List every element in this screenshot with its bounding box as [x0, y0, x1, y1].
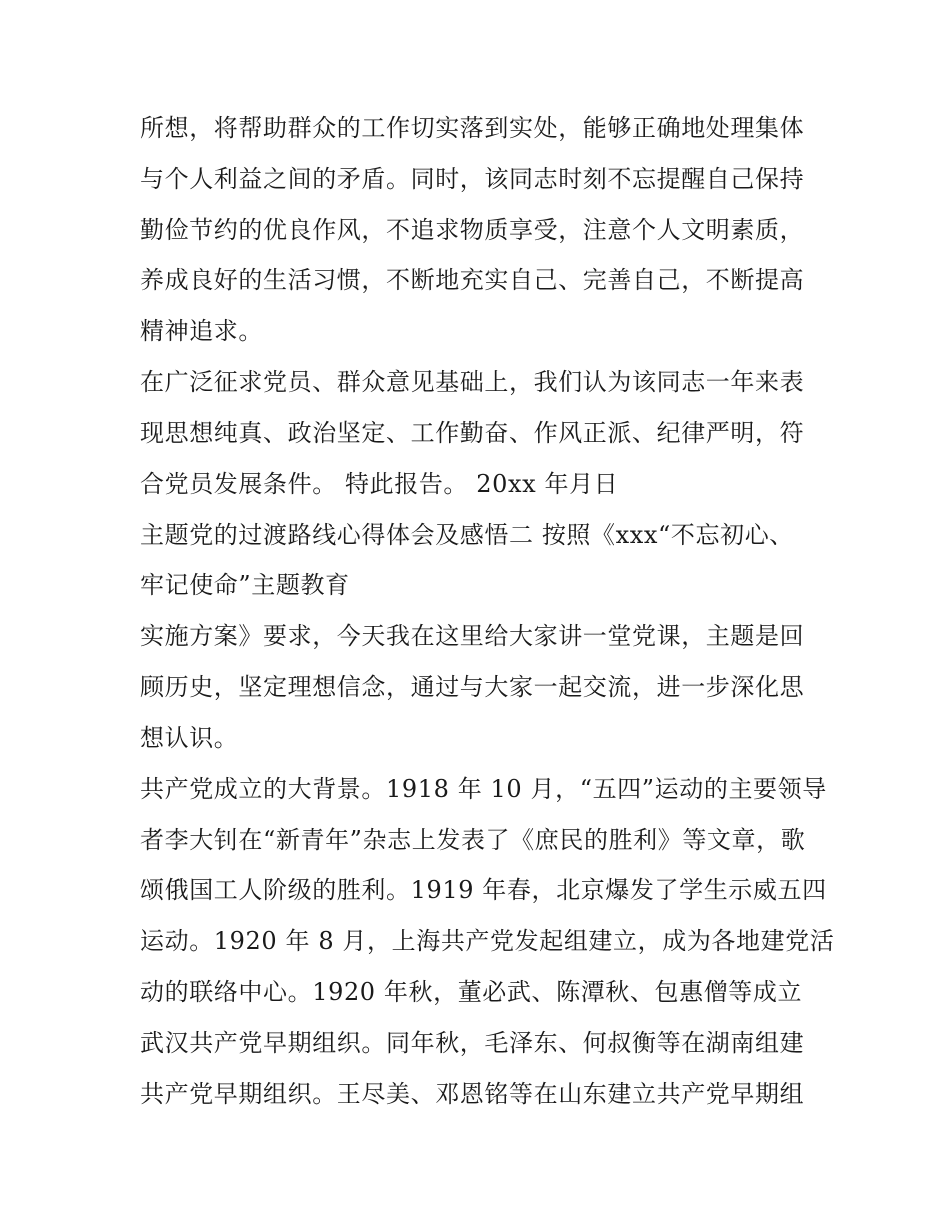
- text-line: 现思想纯真、政治坚定、工作勤奋、作风正派、纪律严明，符: [140, 419, 805, 447]
- text-line: 共产党成立的大背景。1918 年 10 月，“五四”运动的主要领导: [140, 775, 827, 803]
- text-line: 所想，将帮助群众的工作切实落到实处，能够正确地处理集体: [140, 114, 805, 142]
- text-line: 想认识。: [140, 724, 239, 752]
- text-line: 与个人利益之间的矛盾。同时，该同志时刻不忘提醒自己保持: [140, 165, 805, 193]
- text-line: 精神追求。: [140, 317, 263, 345]
- text-line: 主题党的过渡路线心得体会及感悟二 按照《xxx“不忘初心、: [140, 521, 794, 549]
- text-line: 武汉共产党早期组织。同年秋，毛泽东、何叔衡等在湖南组建: [140, 1029, 805, 1057]
- text-line: 颂俄国工人阶级的胜利。1919 年春，北京爆发了学生示威五四: [140, 876, 827, 904]
- text-line: 顾历史，坚定理想信念，通过与大家一起交流，进一步深化思: [140, 673, 805, 701]
- text-line: 者李大钊在“新青年”杂志上发表了《庶民的胜利》等文章，歌: [140, 826, 806, 854]
- text-line: 在广泛征求党员、群众意见基础上，我们认为该同志一年来表: [140, 368, 805, 396]
- text-line: 牢记使命”主题教育: [140, 571, 350, 599]
- text-line: 勤俭节约的优良作风，不追求物质享受，注意个人文明素质，: [140, 216, 805, 244]
- text-line: 动的联络中心。1920 年秋，董必武、陈潭秋、包惠僧等成立: [140, 978, 803, 1006]
- text-line: 运动。1920 年 8 月，上海共产党发起组建立，成为各地建党活: [140, 927, 835, 955]
- text-line: 共产党早期组织。王尽美、邓恩铭等在山东建立共产党早期组: [140, 1080, 805, 1108]
- text-line: 合党员发展条件。 特此报告。 20xx 年月日: [140, 470, 619, 498]
- text-line: 养成良好的生活习惯，不断地充实自己、完善自己，不断提高: [140, 266, 805, 294]
- text-line: 实施方案》要求，今天我在这里给大家讲一堂党课，主题是回: [140, 622, 805, 650]
